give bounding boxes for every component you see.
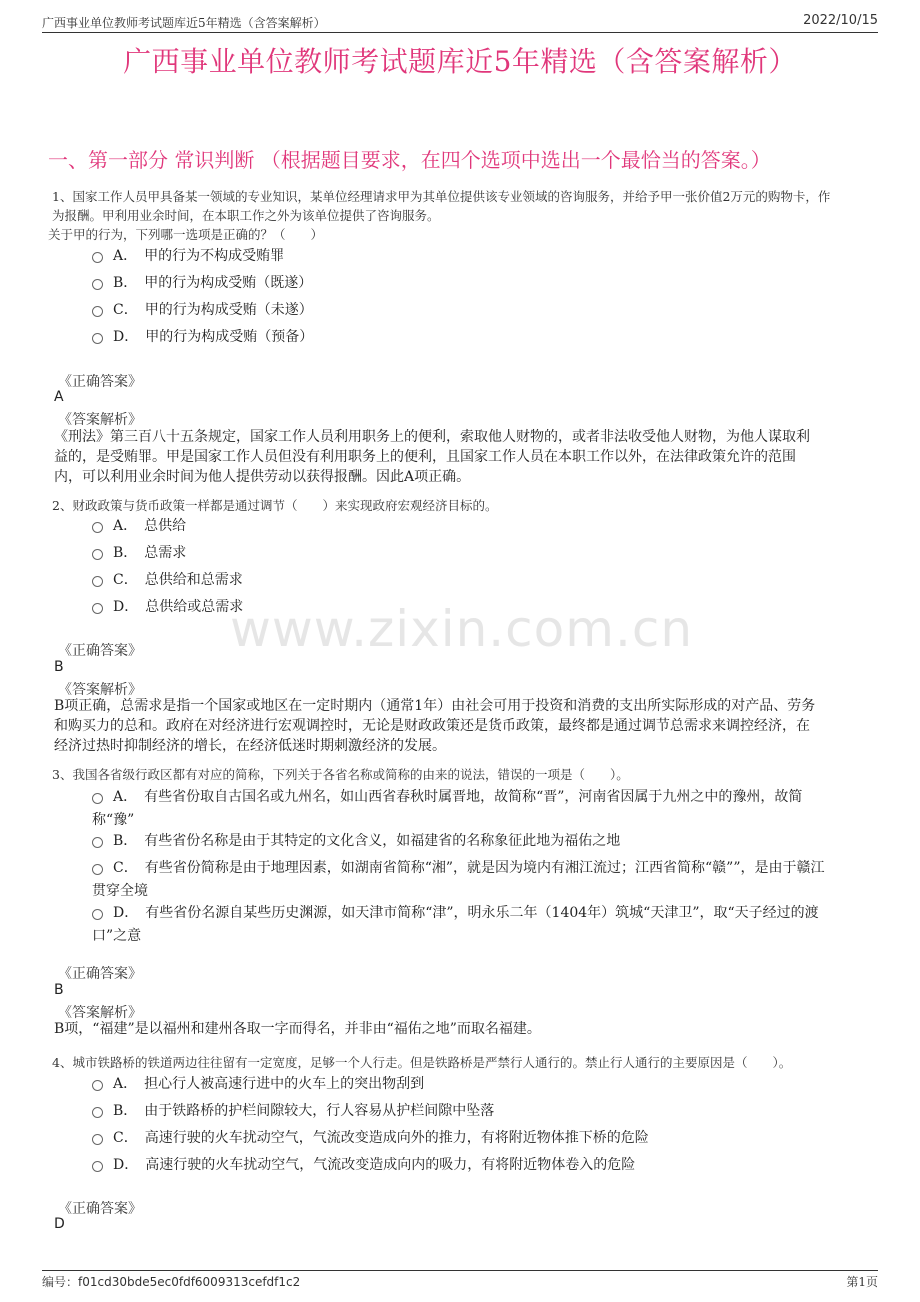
analysis-label: 《答案解析》 [58,1005,142,1021]
page-number: 第1页 [846,1275,878,1289]
question-2-stem: 2、财政政策与货币政策一样都是通过调节（ ）来实现政府宏观经济目标的。 [52,498,498,513]
analysis-label: 《答案解析》 [58,682,142,698]
question-3-option-c[interactable]: C． 有些省份简称是由于地理因素，如湖南省简称“湘”，就是因为境内有湘江流过；江西省简称“赣””，是由于赣江 贯穿全境 [92,860,825,899]
stem-line: 关于甲的行为，下列哪一选项是正确的？（ ） [48,227,324,242]
correct-answer-value: D [54,1216,65,1232]
radio-icon[interactable] [92,279,103,290]
correct-answer-label: 《正确答案》 [58,1201,142,1217]
radio-icon[interactable] [92,864,103,875]
radio-icon[interactable] [92,576,103,587]
stem-line: 1、国家工作人员甲具备某一领域的专业知识，某单位经理请求甲为其单位提供该专业领域的咨询服务，并给予甲一张价值2万元的购物卡，作 [52,189,831,204]
question-3-stem: 3、我国各省级行政区都有对应的简称，下列关于各省名称或简称的由来的说法，错误的一项是（ ）。 [52,767,629,782]
radio-icon[interactable] [92,1134,103,1145]
correct-answer-value: A [54,389,64,405]
correct-answer-value: B [54,659,64,675]
page-header [42,12,878,33]
question-4-option-d[interactable]: D． 高速行驶的火车扰动空气，气流改变造成向内的吸力，有将附近物体卷入的危险 [92,1154,862,1177]
question-1-analysis: 《刑法》第三百八十五条规定，国家工作人员利用职务上的便利，索取他人财物的，或者非法收受他人财物，为他人谋取利 益的，是受贿罪。甲是国家工作人员但没有利用职务上的便利，且国家工作人员在本职工作以外，在法律政策允许的范围 内，可以利用业余时间为他人提供劳动以获得报酬。因此A项正确。 [54,429,810,485]
question-3-option-b[interactable]: B． 有些省份名称是由于其特定的文化含义，如福建省的名称象征此地为福佑之地 [92,830,862,853]
question-1-stem [48,187,862,244]
question-2-option-d[interactable]: D． 总供给或总需求 [92,596,862,619]
radio-icon[interactable] [92,306,103,317]
question-2-analysis: B项正确，总需求是指一个国家或地区在一定时期内（通常1年）由社会可用于投资和消费的支出所实际形成的对产品、劳务 和购买力的总和。政府在对经济进行宏观调控时，无论是财政政策还是货币政策，最终都是通过调节总需求来调控经济，在 经济过热时抑制经济的增长，在经济低迷时期刺激经济的发展。 [54,698,816,754]
radio-icon[interactable] [92,909,103,920]
radio-icon[interactable] [92,1080,103,1091]
question-1-option-d[interactable]: D． 甲的行为构成受贿（预备） [92,326,862,349]
radio-icon[interactable] [92,793,103,804]
question-2-option-c[interactable]: C． 总供给和总需求 [92,569,862,592]
document-code: 编号：f01cd30bde5ec0fdf6009313cefdf1c2 [42,1275,301,1289]
radio-icon[interactable] [92,333,103,344]
radio-icon[interactable] [92,603,103,614]
correct-answer-value: B [54,982,64,998]
header-doc-title: 广西事业单位教师考试题库近5年精选（含答案解析） [42,16,326,30]
radio-icon[interactable] [92,549,103,560]
question-1-option-c[interactable]: C． 甲的行为构成受贿（未遂） [92,299,862,322]
radio-icon[interactable] [92,1161,103,1172]
question-1-option-a[interactable]: A． 甲的行为不构成受贿罪 [92,245,862,268]
question-1-option-b[interactable]: B． 甲的行为构成受贿（既遂） [92,272,862,295]
question-4-option-b[interactable]: B． 由于铁路桥的护栏间隙较大，行人容易从护栏间隙中坠落 [92,1100,862,1123]
header-date: 2022/10/15 [803,13,878,28]
correct-answer-label: 《正确答案》 [58,374,142,390]
question-4-stem: 4、城市铁路桥的铁道两边往往留有一定宽度，足够一个人行走。但是铁路桥是严禁行人通行的。禁止行人通行的主要原因是（ ）。 [52,1055,792,1070]
radio-icon[interactable] [92,837,103,848]
question-4-option-c[interactable]: C． 高速行驶的火车扰动空气，气流改变造成向外的推力，有将附近物体推下桥的危险 [92,1127,862,1150]
question-2-option-a[interactable]: A． 总供给 [92,515,862,538]
radio-icon[interactable] [92,522,103,533]
radio-icon[interactable] [92,252,103,263]
analysis-label: 《答案解析》 [58,412,142,428]
correct-answer-label: 《正确答案》 [58,966,142,982]
question-3-analysis: B项，“福建”是以福州和建州各取一字而得名，并非由“福佑之地”而取名福建。 [54,1021,541,1037]
question-3-option-d[interactable]: D． 有些省份名源自某些历史渊源，如天津市简称“津”，明永乐二年（1404年）筑城“天津卫”，取“天子经过的渡 口”之意 [92,905,819,944]
question-3-option-a[interactable]: A． 有些省份取自古国名或九州名，如山西省春秋时属晋地，故简称“晋”，河南省因属于九州之中的豫州，故简 称“豫” [92,789,803,828]
question-4-option-a[interactable]: A． 担心行人被高速行进中的火车上的突出物刮到 [92,1073,862,1096]
question-2-option-b[interactable]: B． 总需求 [92,542,862,565]
section-heading: 一、第一部分 常识判断 （根据题目要求，在四个选项中选出一个最恰当的答案。） [48,148,771,172]
watermark: www.zixin.com.cn [230,600,694,658]
radio-icon[interactable] [92,1107,103,1118]
page-footer [42,1270,878,1289]
correct-answer-label: 《正确答案》 [58,643,142,659]
stem-line: 为报酬。甲利用业余时间，在本职工作之外为该单位提供了咨询服务。 [52,208,440,223]
page-title: 广西事业单位教师考试题库近5年精选（含答案解析） [123,45,797,78]
